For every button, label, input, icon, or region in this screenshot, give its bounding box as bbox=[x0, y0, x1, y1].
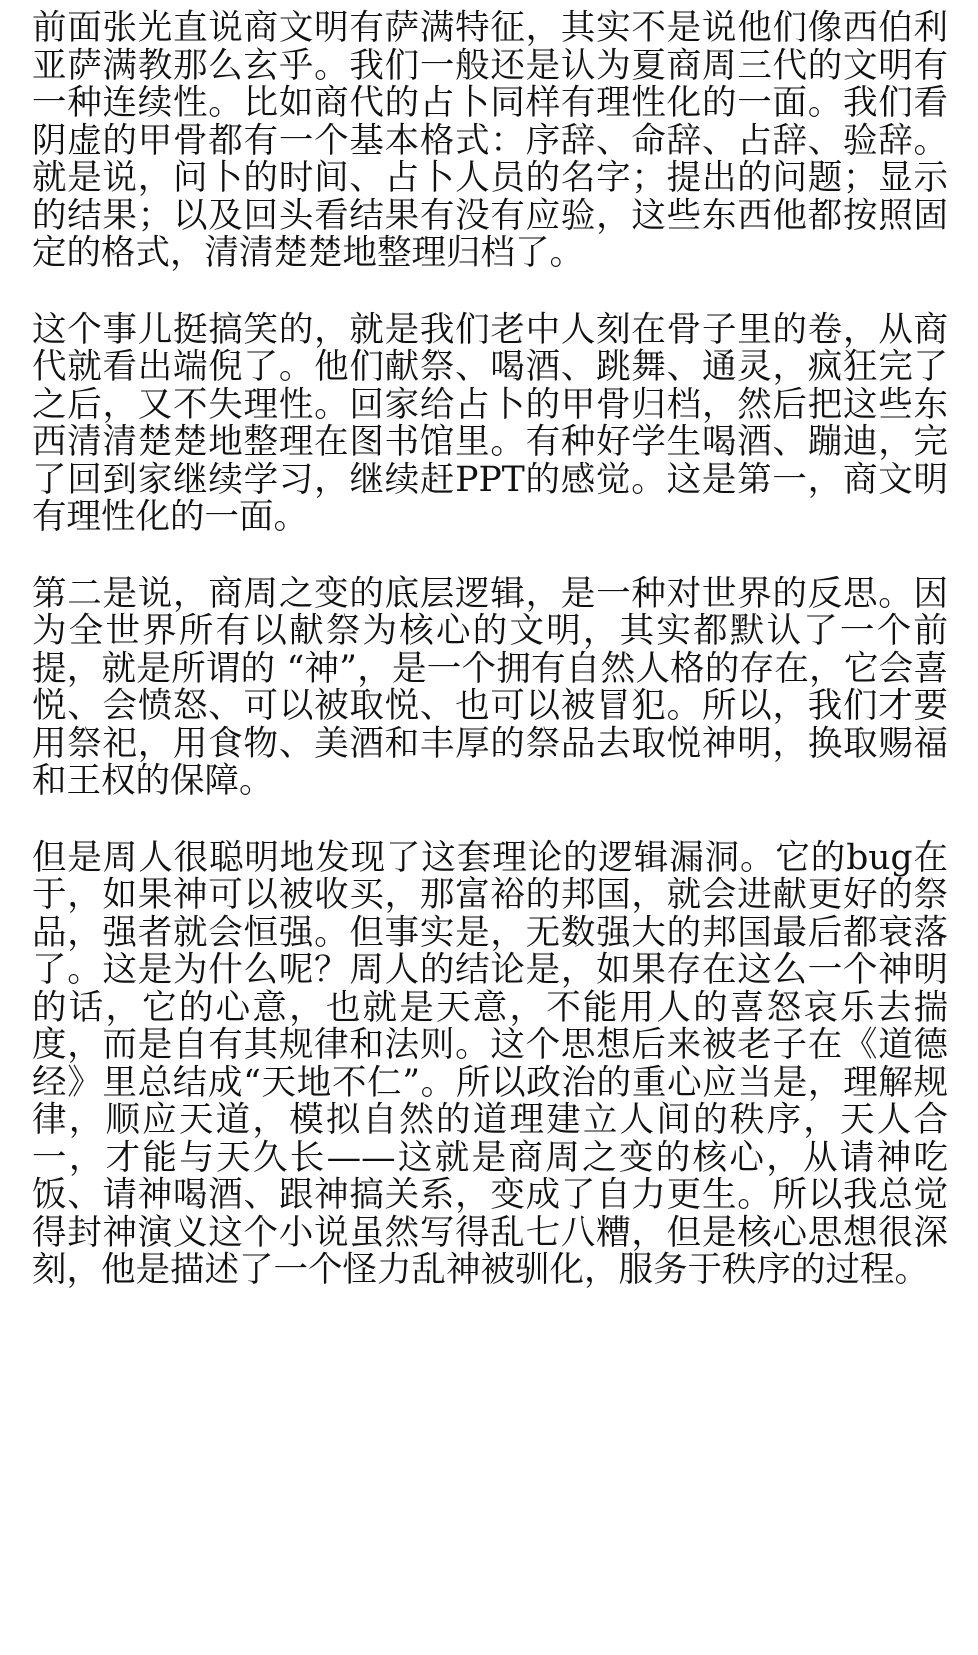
article-body bbox=[32, 10, 948, 1290]
paragraph-1: 前面张光直说商文明有萨满特征，其实不是说他们像西伯利亚萨满教那么玄乎。我们一般还是认为夏商周三代的文明有一种连续性。比如商代的占卜同样有理性化的一面。我们看阴虚的甲骨都有一个基本格式：序辞、命辞、占辞、验辞。就是说，问卜的时间、占卜人员的名字；提出的问题；显示的结果；以及回头看结果有没有应验，这些东西他都按照固定的格式，清清楚楚地整理归档了。 bbox=[32, 8, 948, 273]
paragraph-2: 这个事儿挺搞笑的，就是我们老中人刻在骨子里的卷，从商代就看出端倪了。他们献祭、喝酒、跳舞、通灵，疯狂完了之后，又不失理性。回家给占卜的甲骨归档，然后把这些东西清清楚楚地整理在图书馆里。有种好学生喝酒、蹦迪，完了回到家继续学习，继续赶PPT的感觉。这是第一，商文明有理性化的一面。 bbox=[32, 309, 948, 537]
paragraph-4: 但是周人很聪明地发现了这套理论的逻辑漏洞。它的bug在于，如果神可以被收买，那富裕的邦国，就会进献更好的祭品，强者就会恒强。但事实是，无数强大的邦国最后都衰落了。这是为什么呢？周人的结论是，如果存在这么一个神明的话，它的心意，也就是天意，不能用人的喜怒哀乐去揣度，而是自有其规律和法则。这个思想后来被老子在《道德经》里总结成“天地不仁”。所以政治的重心应当是，理解规律，顺应天道，模拟自然的道理建立人间的秩序，天人合一，才能与天久长——这就是商周之变的核心，从请神吃饭、请神喝酒、跟神搞关系，变成了自力更生。所以我总觉得封神演义这个小说虽然写得乱七八糟，但是核心思想很深刻，他是描述了一个怪力乱神被驯化，服务于秩序的过程。 bbox=[32, 837, 948, 1290]
paragraph-3: 第二是说，商周之变的底层逻辑，是一种对世界的反思。因为全世界所有以献祭为核心的文明，其实都默认了一个前提，就是所谓的 “神”，是一个拥有自然人格的存在，它会喜悦、会愤怒、可以被取悦、也可以被冒犯。所以，我们才要用祭祀，用食物、美酒和丰厚的祭品去取悦神明，换取赐福和王权的保障。 bbox=[32, 573, 948, 801]
